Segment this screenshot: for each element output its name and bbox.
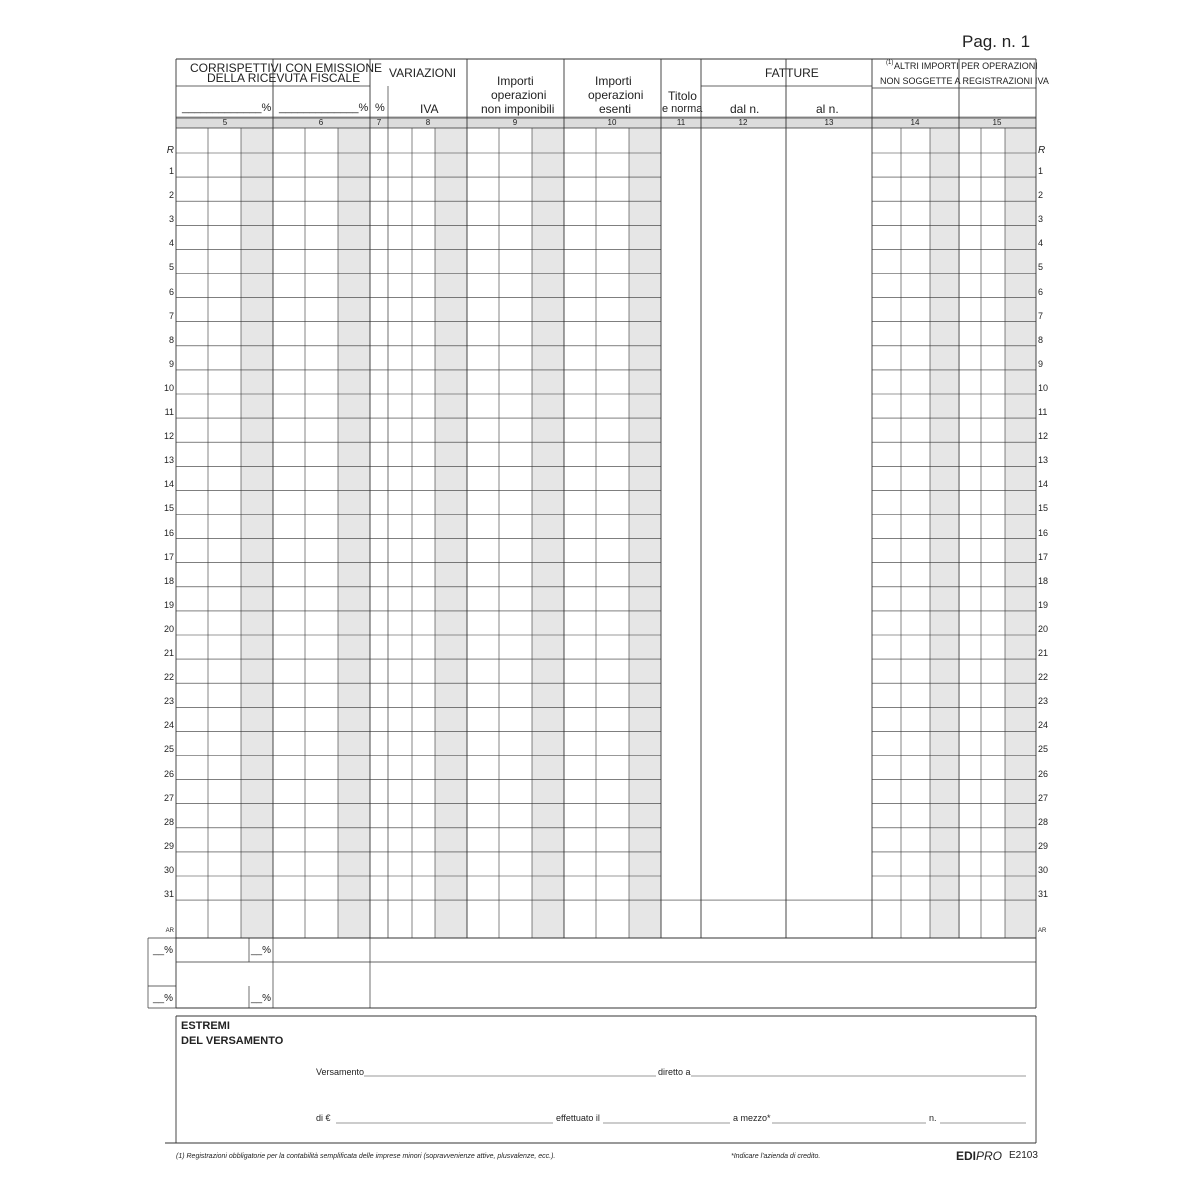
header-non-imponibili-3: non imponibili [481, 102, 555, 116]
form-code: E2103 [1009, 1150, 1038, 1161]
column-number: 12 [738, 118, 748, 127]
row-label-left: 2 [168, 190, 174, 201]
column-number: 6 [318, 118, 324, 127]
row-label-right: 2 [1038, 190, 1044, 201]
column-number: 9 [512, 118, 518, 127]
diretto-a-label: diretto a [658, 1067, 691, 1077]
row-label-right: 25 [1038, 744, 1049, 755]
row-label-left: 11 [164, 407, 174, 417]
header-altri-2: NON SOGGETTE A REGISTRAZIONI IVA [880, 76, 1049, 86]
row-label-right: 16 [1038, 527, 1049, 538]
row-label-right: AR [1038, 928, 1047, 934]
row-label-right: 23 [1038, 696, 1049, 707]
row-label-left: 22 [163, 672, 174, 683]
row-label-left: 26 [163, 768, 174, 779]
row-label-left: 27 [163, 792, 174, 803]
header-dal: dal n. [730, 102, 760, 116]
header-titolo-2: e norma [662, 103, 703, 115]
header-esenti-1: Importi [595, 74, 632, 88]
header-pct-6: _____________% [279, 102, 369, 114]
header-pct-5: _____________% [182, 102, 272, 114]
versamento-label: Versamento [316, 1067, 365, 1077]
row-label-right: 26 [1038, 768, 1049, 779]
row-label-left: 17 [163, 551, 174, 562]
row-label-right: 29 [1038, 840, 1049, 851]
footer-note: (1) Registrazioni obbligatorie per la contabilità semplificata delle imprese minori (sopravvenienze attive, plusvalenze, ecc.). [176, 1153, 556, 1160]
row-label-left: 25 [163, 744, 174, 755]
row-label-left: 24 [163, 720, 174, 731]
row-label-right: 22 [1038, 672, 1049, 683]
column-number: 8 [425, 118, 431, 127]
row-label-left: R [166, 145, 174, 156]
row-label-left: 13 [163, 455, 174, 466]
row-label-left: 16 [163, 527, 174, 538]
summary-pct-2b: __% [251, 993, 272, 1004]
header-fatture: FATTURE [765, 66, 819, 80]
versamento-title-1: ESTREMI [181, 1020, 230, 1032]
row-label-left: 4 [168, 238, 174, 249]
row-label-right: 20 [1038, 623, 1049, 634]
row-label-left: 14 [163, 479, 174, 490]
row-label-right: 12 [1038, 431, 1049, 442]
row-label-right: 5 [1038, 262, 1044, 273]
summary-pct-1a: __% [153, 945, 174, 956]
summary-pct-2a: __% [153, 993, 174, 1004]
column-number: 11 [676, 118, 686, 127]
row-label-left: 7 [168, 310, 174, 321]
row-label-right: R [1038, 145, 1046, 156]
row-label-right: 15 [1038, 503, 1049, 514]
row-label-left: 30 [163, 864, 174, 875]
column-number: 7 [376, 118, 382, 127]
row-label-right: 18 [1038, 575, 1049, 586]
row-label-right: 10 [1038, 382, 1049, 393]
column-number: 10 [607, 118, 617, 127]
header-altri-1: ALTRI IMPORTI PER OPERAZIONI [894, 61, 1038, 71]
brand-logo [956, 1150, 1002, 1162]
row-label-right: 17 [1038, 551, 1049, 562]
effettuato-il-label: effettuato il [556, 1113, 600, 1123]
row-label-right: 30 [1038, 864, 1049, 875]
row-label-left: 21 [163, 648, 174, 658]
row-label-left: 1 [168, 166, 174, 176]
row-label-right: 8 [1038, 334, 1044, 345]
row-label-right: 21 [1038, 648, 1049, 658]
row-label-right: 13 [1038, 455, 1049, 466]
row-label-left: 28 [163, 816, 174, 827]
credit-note: *Indicare l'azienda di credito. [731, 1153, 821, 1160]
column-number: 14 [910, 118, 920, 127]
header-iva: IVA [420, 102, 439, 116]
n-label: n. [929, 1113, 937, 1123]
di-euro-label: di € [316, 1113, 331, 1123]
header-titolo-1: Titolo [668, 89, 697, 103]
row-label-right: 6 [1038, 286, 1044, 297]
row-label-right: 7 [1038, 310, 1044, 321]
row-label-right: 3 [1038, 214, 1044, 225]
row-label-left: 9 [168, 358, 174, 369]
row-label-left: 18 [163, 575, 174, 586]
header-non-imponibili-2: operazioni [491, 88, 547, 102]
row-label-right: 24 [1038, 720, 1049, 731]
brand-bold: EDI [956, 1149, 977, 1163]
row-label-right: 31 [1038, 889, 1049, 899]
header-non-imponibili-1: Importi [497, 74, 534, 88]
row-label-right: 1 [1038, 166, 1044, 176]
row-label-left: 20 [163, 623, 174, 634]
row-label-left: 5 [168, 262, 174, 273]
brand-italic: PRO [976, 1149, 1003, 1163]
row-label-left: 15 [163, 503, 174, 514]
column-number: 15 [992, 118, 1002, 127]
row-label-right: 11 [1038, 407, 1048, 417]
row-label-left: 3 [168, 214, 174, 225]
header-pct-7: % [375, 102, 385, 114]
row-label-right: 14 [1038, 479, 1049, 490]
a-mezzo-label: a mezzo* [733, 1113, 771, 1123]
column-number: 13 [824, 118, 834, 127]
row-label-left: 10 [163, 382, 174, 393]
row-label-right: 27 [1038, 792, 1049, 803]
row-label-left: 19 [163, 599, 174, 610]
column-number: 5 [222, 118, 228, 127]
row-label-right: 9 [1038, 358, 1044, 369]
row-label-right: 28 [1038, 816, 1049, 827]
row-label-left: 8 [168, 334, 174, 345]
row-label-left: 6 [168, 286, 174, 297]
row-label-right: 19 [1038, 599, 1049, 610]
versamento-title-2: DEL VERSAMENTO [181, 1035, 284, 1047]
row-label-left: 29 [163, 840, 174, 851]
row-label-left: 23 [163, 696, 174, 707]
header-al: al n. [816, 102, 839, 116]
row-label-left: 12 [163, 431, 174, 442]
page-number: Pag. n. 1 [962, 32, 1031, 51]
header-altri-footnote-ref: (1) [886, 60, 894, 66]
header-corrispettivi-line2: DELLA RICEVUTA FISCALE [207, 71, 361, 85]
row-label-left: AR [165, 928, 174, 934]
header-esenti-3: esenti [599, 102, 632, 116]
header-corrispettivi-line1: CORRISPETTIVI CON EMISSIONE [190, 61, 383, 75]
row-label-left: 31 [163, 889, 174, 899]
row-label-right: 4 [1038, 238, 1044, 249]
header-variazioni: VARIAZIONI [389, 66, 457, 80]
summary-pct-1b: __% [251, 945, 272, 956]
header-esenti-2: operazioni [588, 88, 644, 102]
